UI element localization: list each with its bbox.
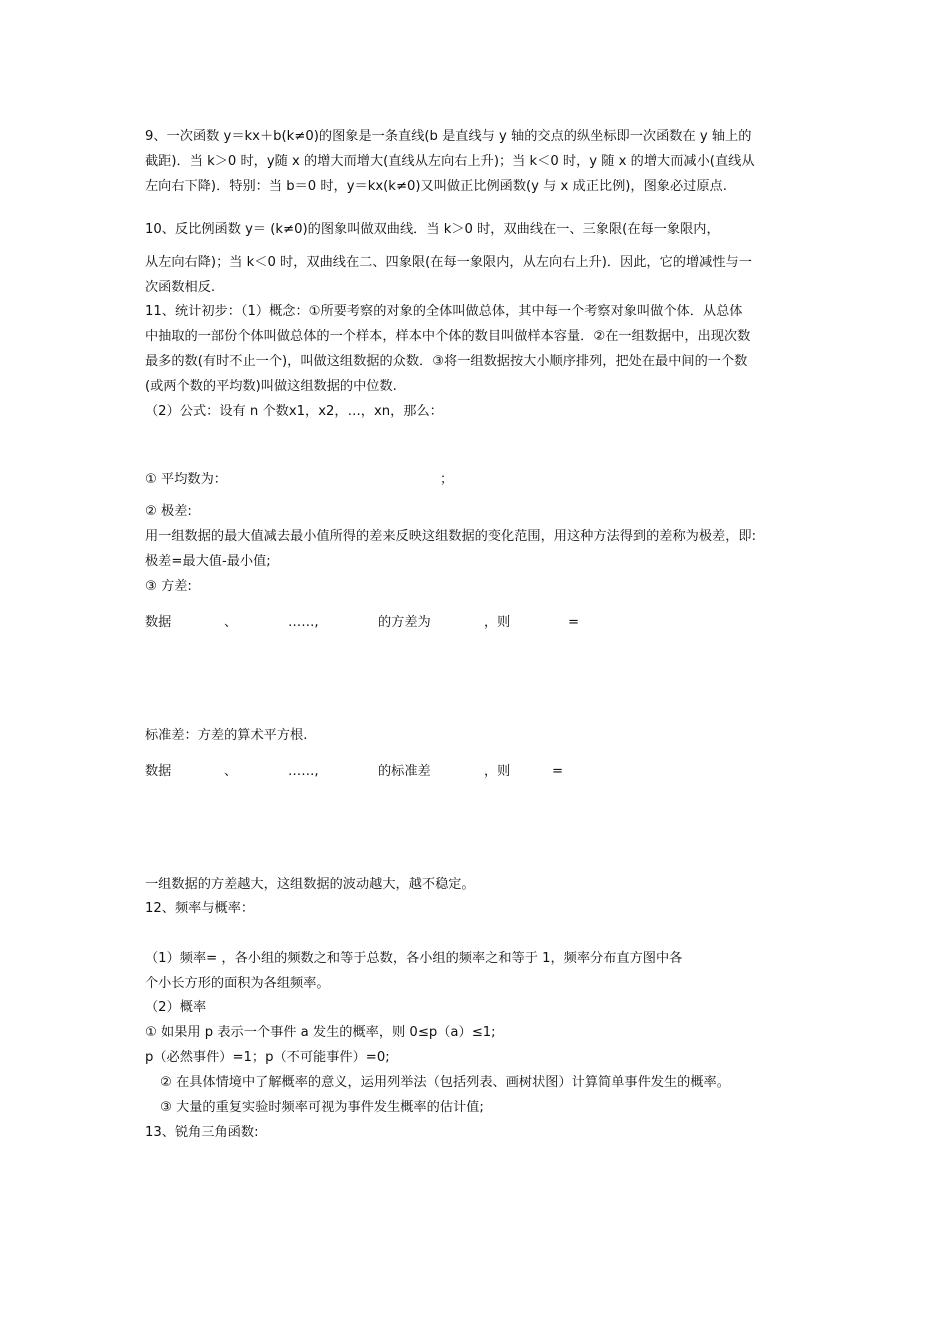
prob-line-1: ① 如果用 p 表示一个事件 a 发生的概率，则 0≤p（a）≤1;	[145, 1025, 496, 1040]
prob-title: （2）概率	[145, 1000, 207, 1015]
std-data-word: 数据	[145, 764, 172, 779]
item13-title: 13、锐角三角函数:	[145, 1125, 259, 1140]
variance-then: ，则	[484, 615, 511, 630]
item11-line-5: （2）公式：设有 n 个数x1，x2，…，xn，那么：	[145, 404, 443, 419]
item9-line-3: 左向右下降)．特别：当 b＝0 时，y＝kx(k≠0)又叫做正比例函数(y 与 x 成正比例)，图象必过原点.	[145, 179, 727, 194]
freq-line-1: （1）频率= ，各小组的频数之和等于总数，各小组的频率之和等于 1，频率分布直方图中各	[145, 951, 683, 966]
variance-equals: =	[568, 615, 580, 630]
std-ellipsis: ……,	[288, 764, 319, 779]
item11-line-4: (或两个数的平均数)叫做这组数据的中位数.	[145, 379, 397, 394]
mean-terminator: ；	[440, 472, 454, 487]
item10-line-3: 次函数相反.	[145, 280, 216, 295]
variance-separator: 、	[224, 615, 238, 630]
mean-label: ① 平均数为：	[145, 472, 227, 487]
std-of-label: 的标准差	[378, 764, 431, 779]
item12-title: 12、频率与概率：	[145, 901, 255, 916]
prob-line-4: ③ 大量的重复实验时频率可视为事件发生概率的估计值;	[160, 1100, 484, 1115]
item10-line-1: 10、反比例函数 y＝ (k≠0)的图象叫做双曲线．当 k＞0 时，双曲线在一、三象限(在每一象限内，	[145, 222, 720, 237]
variance-ellipsis: ……,	[288, 615, 319, 630]
std-separator: 、	[224, 764, 238, 779]
variance-note: 一组数据的方差越大，这组数据的波动越大，越不稳定。	[145, 877, 475, 892]
variance-label: ③ 方差:	[145, 579, 192, 594]
item10-line-2: 从左向右降)；当 k＜0 时，双曲线在二、四象限(在每一象限内，从左向右上升)．因此，它的增减性与一	[145, 255, 752, 270]
std-then: ，则	[484, 764, 511, 779]
item11-line-1: 11、统计初步：（1）概念：①所要考察的对象的全体叫做总体，其中每一个考察对象叫做个体．从总体	[145, 304, 743, 319]
item9-line-1: 9、一次函数 y＝kx＋b(k≠0)的图象是一条直线(b 是直线与 y 轴的交点的纵坐标即一次函数在 y 轴上的	[145, 129, 752, 144]
variance-of-label: 的方差为	[378, 615, 431, 630]
freq-line-2: 个小长方形的面积为各组频率。	[145, 976, 330, 991]
range-line-2: 极差=最大值-最小值;	[145, 554, 271, 569]
std-equals: =	[552, 764, 564, 779]
range-label: ② 极差:	[145, 504, 192, 519]
prob-line-2: p（必然事件）=1；p（不可能事件）=0;	[145, 1050, 390, 1065]
item11-line-3: 最多的数(有时不止一个)，叫做这组数据的众数．③将一组数据按大小顺序排列，把处在最中间的一个数	[145, 354, 748, 369]
variance-data-word: 数据	[145, 615, 172, 630]
std-label: 标准差：方差的算术平方根.	[145, 728, 308, 743]
item11-line-2: 中抽取的一部份个体叫做总体的一个样本，样本中个体的数目叫做样本容量．②在一组数据中，出现次数	[145, 329, 751, 344]
prob-line-3: ② 在具体情境中了解概率的意义，运用列举法（包括列表、画树状图）计算简单事件发生的概率。	[160, 1075, 730, 1090]
item9-line-2: 截距)．当 k＞0 时，y随 x 的增大而增大(直线从左向右上升)；当 k＜0 时，y 随 x 的增大而减小(直线从	[145, 154, 755, 169]
range-line-1: 用一组数据的最大值减去最小值所得的差来反映这组数据的变化范围，用这种方法得到的差称为极差，即:	[145, 529, 757, 544]
